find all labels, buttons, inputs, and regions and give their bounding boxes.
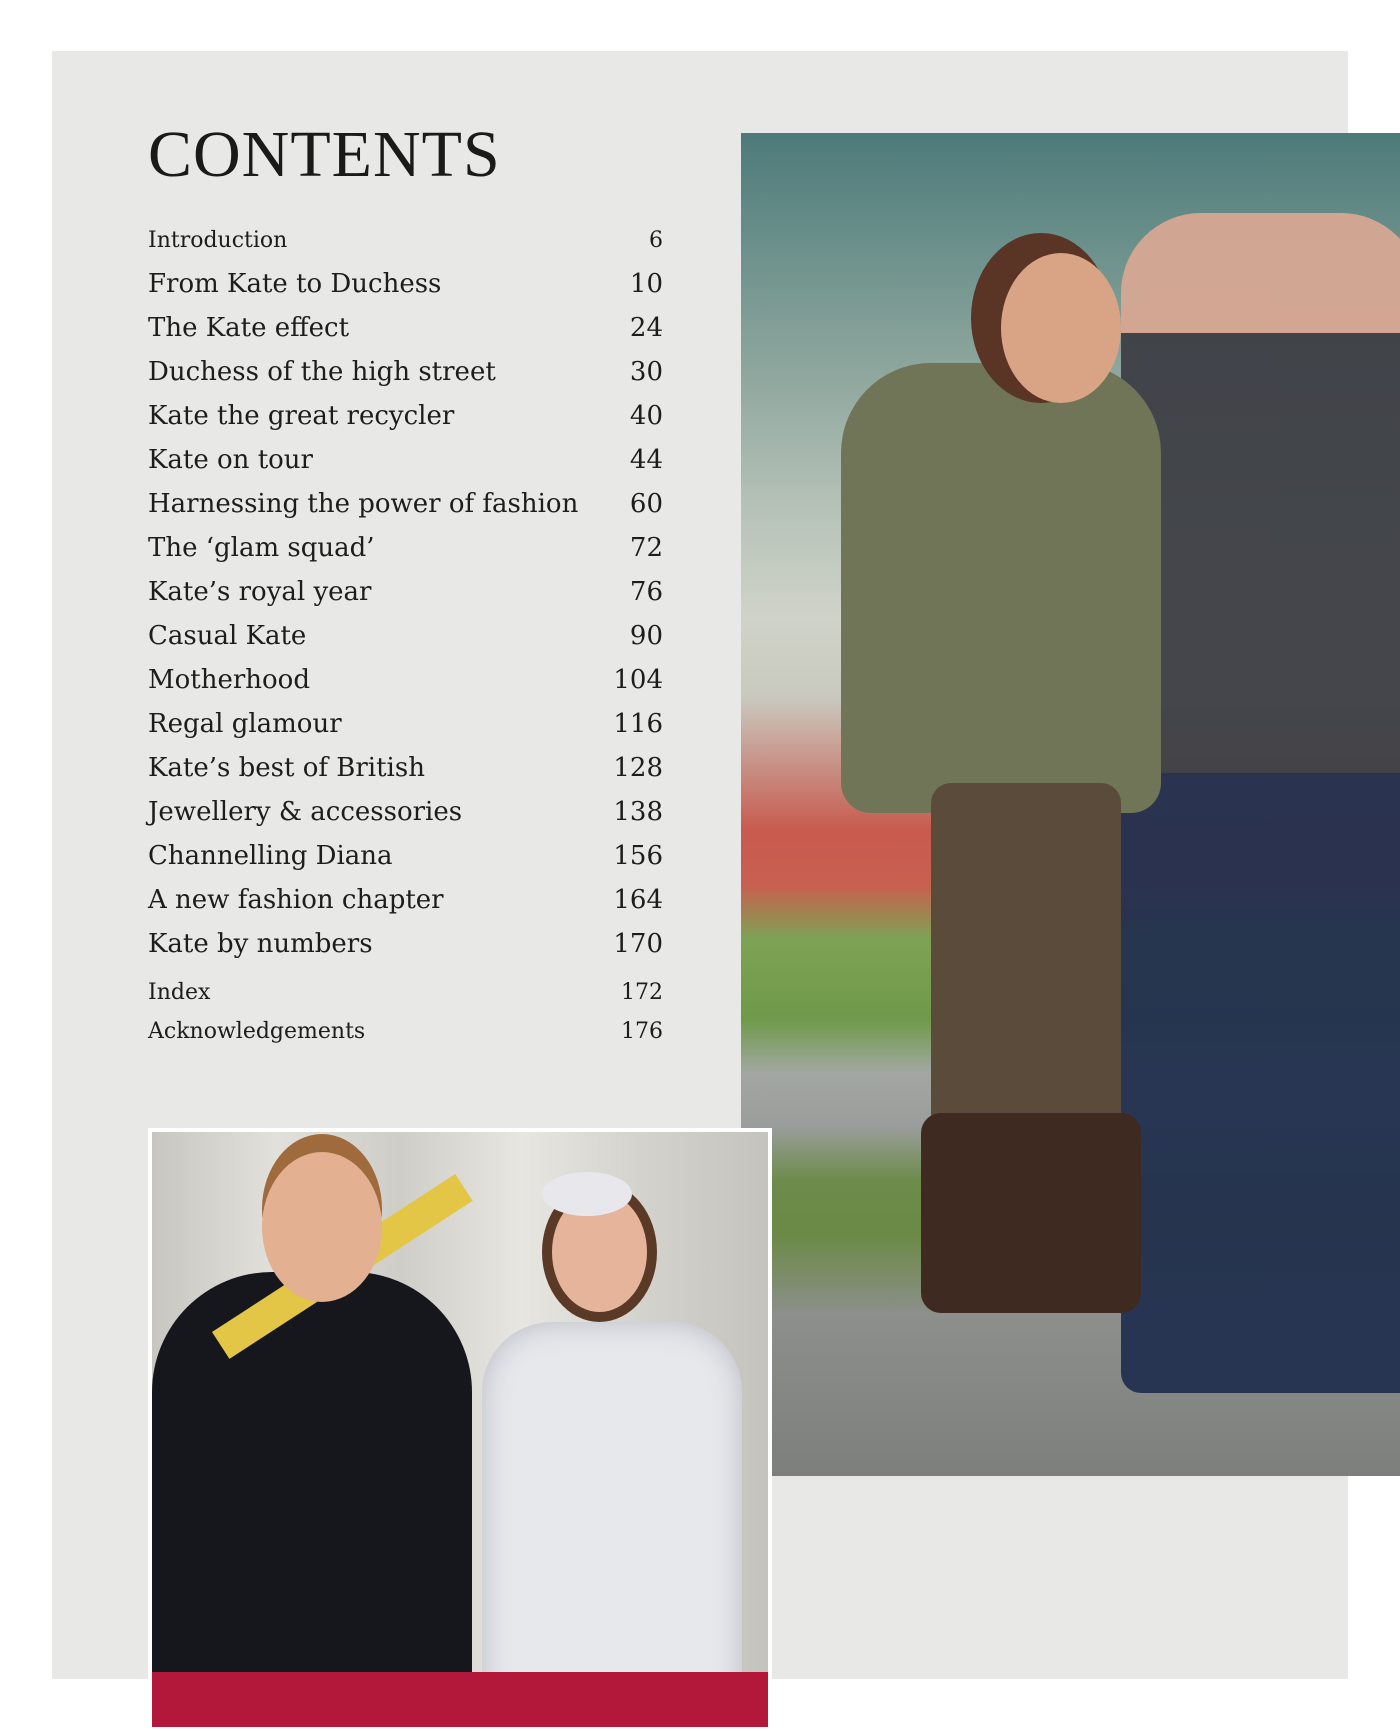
toc-entry-title: Kate’s royal year <box>148 577 372 607</box>
toc-entry-title: A new fashion chapter <box>148 885 444 915</box>
toc-entry-page: 176 <box>621 1019 663 1044</box>
toc-entry[interactable] <box>148 228 663 253</box>
toc-entry-page: 172 <box>621 980 663 1005</box>
toc-entry-page: 128 <box>613 753 663 783</box>
toc-entry[interactable] <box>148 621 663 651</box>
subject-head <box>1001 253 1121 403</box>
toc-entry-title: Kate on tour <box>148 445 313 475</box>
toc-entry-title: Kate by numbers <box>148 929 373 959</box>
toc-entry-title: Introduction <box>148 228 288 253</box>
toc-entry-title: Casual Kate <box>148 621 307 651</box>
toc-entry-page: 138 <box>613 797 663 827</box>
background-person <box>1121 213 1400 1393</box>
red-drape <box>152 1672 768 1727</box>
toc-entry-page: 6 <box>649 228 663 253</box>
toc-entry[interactable] <box>148 577 663 607</box>
toc-entry[interactable] <box>148 401 663 431</box>
toc-entry-page: 170 <box>613 929 663 959</box>
toc-entry-page: 60 <box>629 489 663 519</box>
toc-entry[interactable] <box>148 313 663 343</box>
toc-entry-page: 164 <box>613 885 663 915</box>
toc-entry-page: 24 <box>629 313 663 343</box>
toc-entry[interactable] <box>148 269 663 299</box>
toc-entry-page: 40 <box>629 401 663 431</box>
fascinator-hat <box>542 1172 632 1216</box>
toc-entry[interactable] <box>148 445 663 475</box>
toc-entry-title: The ‘glam squad’ <box>148 533 375 563</box>
toc-entry[interactable] <box>148 841 663 871</box>
toc-entry-page: 30 <box>629 357 663 387</box>
toc-entry-title: Acknowledgements <box>148 1019 366 1044</box>
toc-entry-title: Kate the great recycler <box>148 401 455 431</box>
toc-entry[interactable] <box>148 885 663 915</box>
military-uniform <box>152 1272 472 1712</box>
inset-photo <box>148 1128 772 1731</box>
toc-entry-title: Motherhood <box>148 665 310 695</box>
toc-entry-title: Duchess of the high street <box>148 357 496 387</box>
toc-entry[interactable] <box>148 753 663 783</box>
toc-entry[interactable] <box>148 357 663 387</box>
toc-entry[interactable] <box>148 797 663 827</box>
toc-entry[interactable] <box>148 929 663 959</box>
toc-entry[interactable] <box>148 533 663 563</box>
toc-entry-page: 156 <box>613 841 663 871</box>
toc-entry-title: Kate’s best of British <box>148 753 425 783</box>
main-photo <box>741 133 1400 1476</box>
toc-entry-title: Jewellery & accessories <box>148 797 463 827</box>
toc-entry-title: Index <box>148 980 211 1005</box>
green-jacket <box>841 363 1161 813</box>
toc-entry-page: 90 <box>629 621 663 651</box>
page-title: CONTENTS <box>148 118 501 191</box>
toc-entry-title: Harnessing the power of fashion <box>148 489 579 519</box>
left-person-head <box>262 1152 382 1302</box>
toc-entry[interactable] <box>148 665 663 695</box>
toc-entry-page: 10 <box>629 269 663 299</box>
toc-entry[interactable] <box>148 1019 663 1044</box>
white-coat <box>482 1322 742 1712</box>
toc-entry-title: Channelling Diana <box>148 841 393 871</box>
toc-entry[interactable] <box>148 489 663 519</box>
subject-boots <box>921 1113 1141 1313</box>
toc-entry-page: 104 <box>613 665 663 695</box>
toc-entry-page: 44 <box>629 445 663 475</box>
toc-entry-title: From Kate to Duchess <box>148 269 442 299</box>
toc-entry[interactable] <box>148 980 663 1005</box>
toc-entry-page: 76 <box>629 577 663 607</box>
toc-entry-title: The Kate effect <box>148 313 350 343</box>
toc-entry-page: 116 <box>613 709 663 739</box>
toc-entry[interactable] <box>148 709 663 739</box>
toc-entry-page: 72 <box>629 533 663 563</box>
toc-entry-title: Regal glamour <box>148 709 342 739</box>
